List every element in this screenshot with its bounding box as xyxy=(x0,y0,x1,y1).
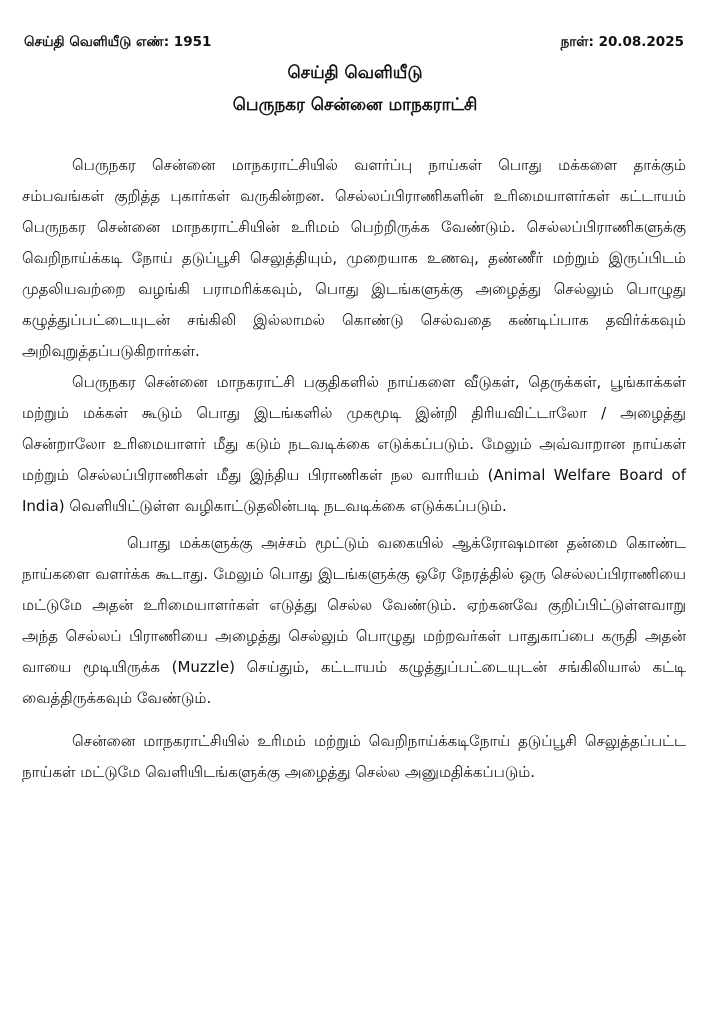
paragraph-3: பொது மக்களுக்கு அச்சம் மூட்டும் வகையில் ஆக்ரோஷமான தன்மை கொண்ட நாய்களை வளர்க்க கூடாது. மேலும் பொது இடங்களுக்கு ஒரே நேரத்தில் ஒரு செல்லப்பிராணியை மட்டுமே அதன் உரிமையாளர்கள் எடுத்து செல்ல வேண்டும். ஏற்கனவே குறிப்பிட்டுள்ளவாறு அந்த செல்லப் பிராணியை அழைத்து செல்லும் பொழுது மற்றவர்கள் பாதுகாப்பை கருதி அதன் வாயை மூடியிருக்க (Muzzle) செய்தும், கட்டாயம் கழுத்துப்பட்டையுடன் சங்கிலியால் கட்டி வைத்திருக்கவும் வேண்டும். xyxy=(22,534,686,707)
document-title: செய்தி வெளியீடு xyxy=(287,63,423,83)
paragraph-1: பெருநகர சென்னை மாநகராட்சியில் வளர்ப்பு நாய்கள் பொது மக்களை தாக்கும் சம்பவங்கள் குறித்த புகார்கள் வருகின்றன. செல்லப்பிராணிகளின் உரிமையாளர்கள் கட்டாயம் பெருநகர சென்னை மாநகராட்சியின் உரிமம் பெற்றிருக்க வேண்டும். செல்லப்பிராணிகளுக்கு வெறிநாய்க்கடி நோய் தடுப்பூசி செலுத்தியும், முறையாக உணவு, தண்ணீர் மற்றும் இருப்பிடம் முதலியவற்றை வழங்கி பராமரிக்கவும், பொது இடங்களுக்கு அழைத்து செல்லும் பொழுது கழுத்துப்பட்டையுடன் சங்கிலி இல்லாமல் கொண்டு செல்வதை கண்டிப்பாக தவிர்க்கவும் அறிவுறுத்தப்படுகிறார்கள். xyxy=(22,156,686,360)
paragraph-2: பெருநகர சென்னை மாநகராட்சி பகுதிகளில் நாய்களை வீடுகள், தெருக்கள், பூங்காக்கள் மற்றும் மக்கள் கூடும் பொது இடங்களில் முகமூடி இன்றி திரியவிட்டாலோ / அழைத்து சென்றாலோ உரிமையாளர் மீது கடும் நடவடிக்கை எடுக்கப்படும். மேலும் அவ்வாறான நாய்கள் மற்றும் செல்லப்பிராணிகள் மீது இந்திய பிராணிகள் நல வாரியம் (Animal Welfare Board of India) வெளியிட்டுள்ள வழிகாட்டுதலின்படி நடவடிக்கை எடுக்கப்படும். xyxy=(22,373,686,515)
release-number: செய்தி வெளியீடு எண்: 1951 xyxy=(24,34,212,50)
paragraph-4: சென்னை மாநகராட்சியில் உரிமம் மற்றும் வெறிநாய்க்கடிநோய் தடுப்பூசி செலுத்தப்பட்ட நாய்கள் மட்டுமே வெளியிடங்களுக்கு அழைத்து செல்ல அனுமதிக்கப்படும். xyxy=(22,732,686,781)
header-row xyxy=(24,33,684,51)
document-body xyxy=(22,150,686,788)
release-date: நாள்: 20.08.2025 xyxy=(560,34,684,50)
organization-title: பெருநகர சென்னை மாநகராட்சி xyxy=(232,95,478,115)
